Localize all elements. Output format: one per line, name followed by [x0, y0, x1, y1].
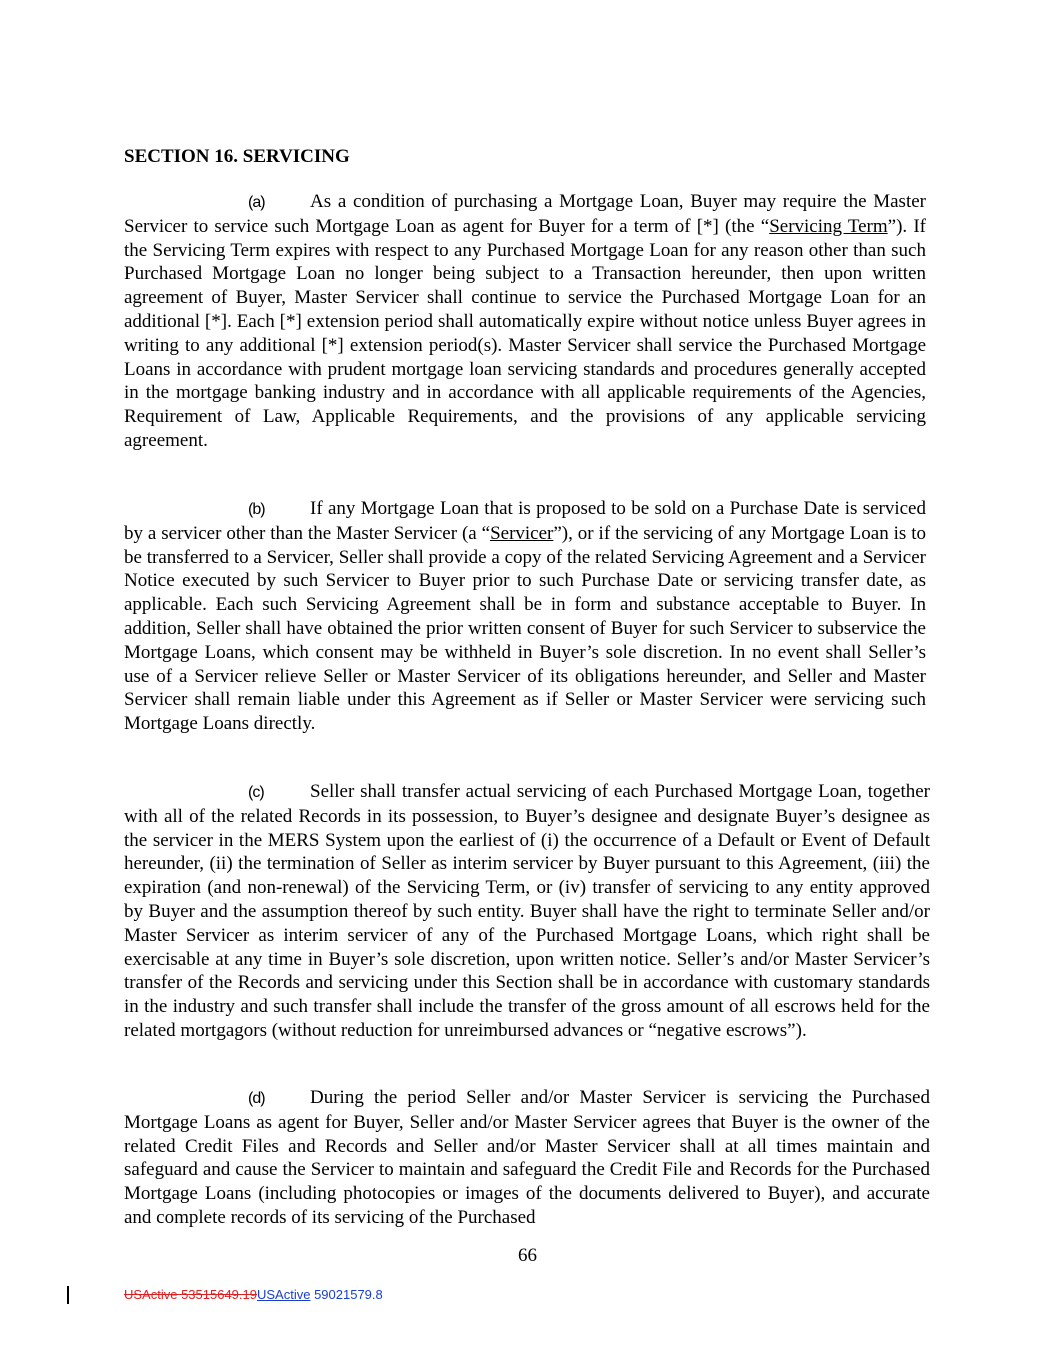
paragraph-label: (b): [248, 501, 265, 518]
paragraph-label: (d): [248, 1090, 265, 1107]
defined-term: Servicing Term: [769, 215, 888, 237]
paragraph-c: (c) Seller shall transfer actual servicing of each Purchased Mortgage Loan, together with all of the related Records in its possession, to Buyer’s designee and designate Buyer’s designee as the servicer in the MERS System upon the earliest of (i) the occurrence of a Default or Event of Default hereunder, (ii) the termination of Seller as interim servicer by Buyer pursuant to this Agreement, (iii) the expiration (and non-renewal) of the Servicing Term, or (iv) transfer of servicing to any entity approved by Buyer and the assumption thereof by such entity. Buyer shall have the right to terminate Seller and/or Master Servicer as interim servicer of any of the Purchased Mortgage Loans, which right shall be exercisable at any time in Buyer’s sole discretion, upon written notice. Seller’s and/or Master Servicer’s transfer of the Records and servicing under this Section shall be in accordance with customary standards in the industry and such transfer shall include the transfer of the gross amount of all escrows held for the related mortgagors (without reduction for unreimbursed advances or “negative escrows”).: [124, 781, 930, 1041]
paragraph-a: (a) As a condition of purchasing a Mortgage Loan, Buyer may require the Master Servicer to service such Mortgage Loan as agent for Buyer for a term of [*] (the “Servicing Term”). If the Servicing Term expires with respect to any Purchased Mortgage Loan for any reason other than such Purchased Mortgage Loan no longer being subject to a Transaction hereunder, then upon written agreement of Buyer, Master Servicer shall continue to service the Purchased Mortgage Loan for an additional [*]. Each [*] extension period shall automatically expire without notice unless Buyer agrees in writing to any additional [*] extension period(s). Master Servicer shall service the Purchased Mortgage Loans in accordance with prudent mortgage loan servicing standards and procedures generally accepted in the mortgage banking industry and in accordance with all applicable requirements of the Agencies, Requirement of Law, Applicable Requirements, and the provisions of any applicable servicing agreement.: [124, 191, 927, 451]
document-footer: [124, 1287, 383, 1303]
inserted-doc-id: USActive: [256, 1287, 311, 1302]
change-bar: [67, 1286, 69, 1304]
paragraph-label: (a): [248, 194, 265, 211]
defined-term: Servicer: [490, 522, 554, 544]
page-number: 66: [518, 1245, 537, 1266]
doc-id-number: 59021579.8: [310, 1287, 383, 1302]
section-heading: SECTION 16. SERVICING: [124, 146, 350, 167]
paragraph-b: (b) If any Mortgage Loan that is proposed to be sold on a Purchase Date is serviced by a servicer other than the Master Servicer (a “Servicer”), or if the servicing of any Mortgage Loan is to be transferred to a Servicer, Seller shall provide a copy of the related Servicing Agreement and a Servicer Notice executed by such Servicer to Buyer prior to such Purchase Date or servicing transfer date, as applicable. Each such Servicing Agreement shall be in form and substance acceptable to Buyer. In addition, Seller shall have obtained the prior written consent of Buyer for such Servicer to subservice the Mortgage Loans, which consent may be withheld in Buyer’s sole discretion. In no event shall Seller’s use of a Servicer relieve Seller or Master Servicer of its obligations hereunder, and Seller and Master Servicer shall remain liable under this Agreement as if Seller or Master Servicer were servicing such Mortgage Loans directly.: [124, 498, 926, 735]
deleted-doc-id: USActive 53515649.19: [124, 1287, 257, 1302]
paragraph-label: (c): [248, 784, 264, 801]
paragraph-d: (d) During the period Seller and/or Master Servicer is servicing the Purchased Mortgage Loans as agent for Buyer, Seller and/or Master Servicer agrees that Buyer is the owner of the related Credit Files and Records and Seller and/or Master Servicer shall at all times maintain and safeguard and cause the Servicer to maintain and safeguard the Credit File and Records for the Purchased Mortgage Loans (including photocopies or images of the documents delivered to Buyer), and accurate and complete records of its servicing of the Purchased: [124, 1087, 930, 1228]
